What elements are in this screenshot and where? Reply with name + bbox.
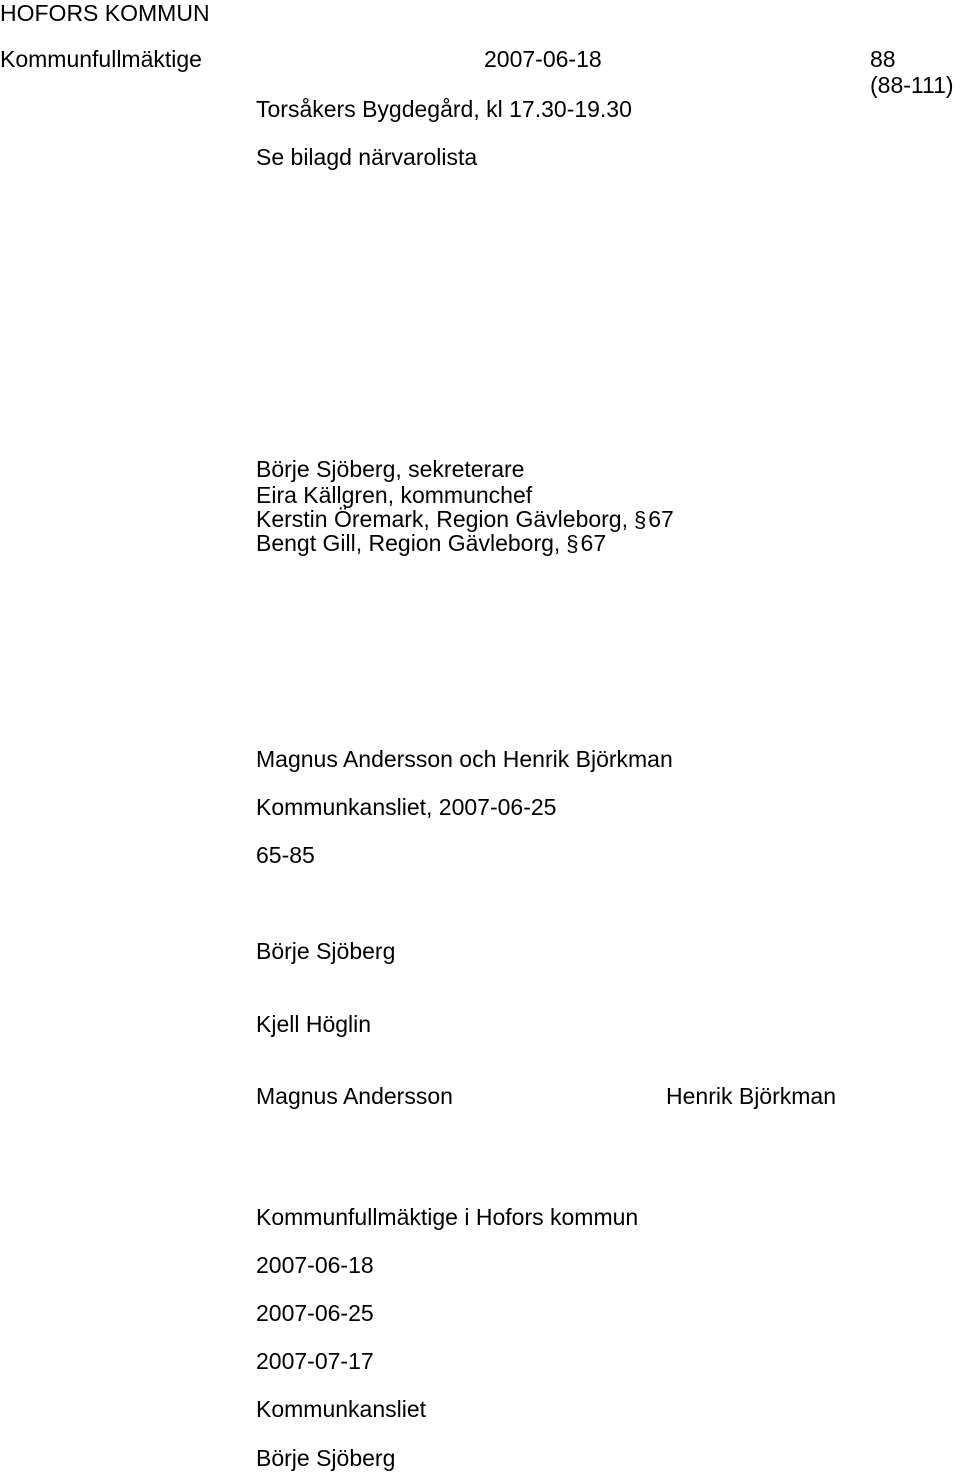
notice-signature: Börje Sjöberg [256,1445,396,1471]
meeting-date: 2007-06-18 [484,46,602,72]
municipality-name: HOFORS KOMMUN [0,0,210,26]
paragraphs: 65-85 [256,842,315,868]
paragraph-number: 67 [580,530,607,556]
others-present-line: Börje Sjöberg, sekreterare [256,456,525,482]
notice-meeting-date: 2007-06-18 [256,1252,374,1278]
notice-storage: Kommunkansliet [256,1396,427,1422]
others-present-line [256,506,674,533]
adjusters: Magnus Andersson och Henrik Björkman [256,746,673,772]
notice-posted-date: 2007-06-25 [256,1300,374,1326]
notice-removal-date: 2007-07-17 [256,1348,374,1374]
paragraph-range: (88-111) [870,72,954,98]
others-present-line [256,530,606,557]
adjustment-place-date: Kommunkansliet, 2007-06-25 [256,794,557,820]
others-present-line: Eira Källgren, kommunchef [256,482,533,508]
signature-adjuster-1: Magnus Andersson [256,1083,453,1109]
section-sign: § [566,531,579,556]
signature-chair: Kjell Höglin [256,1011,372,1037]
page-number: 88 [870,46,896,72]
attendance-note: Se bilagd närvarolista [256,144,478,170]
notice-body: Kommunfullmäktige i Hofors kommun [256,1204,639,1230]
section-sign: § [634,507,647,532]
place-and-time: Torsåkers Bygdegård, kl 17.30-19.30 [256,96,632,122]
paragraph-number: 67 [648,506,674,532]
others-present-text: Kerstin Öremark, Region Gävleborg, [256,506,628,532]
meeting-body: Kommunfullmäktige [0,46,202,72]
signature-secretary: Börje Sjöberg [256,938,396,964]
others-present-text: Bengt Gill, Region Gävleborg, [256,530,561,556]
signature-adjuster-2: Henrik Björkman [666,1083,836,1109]
